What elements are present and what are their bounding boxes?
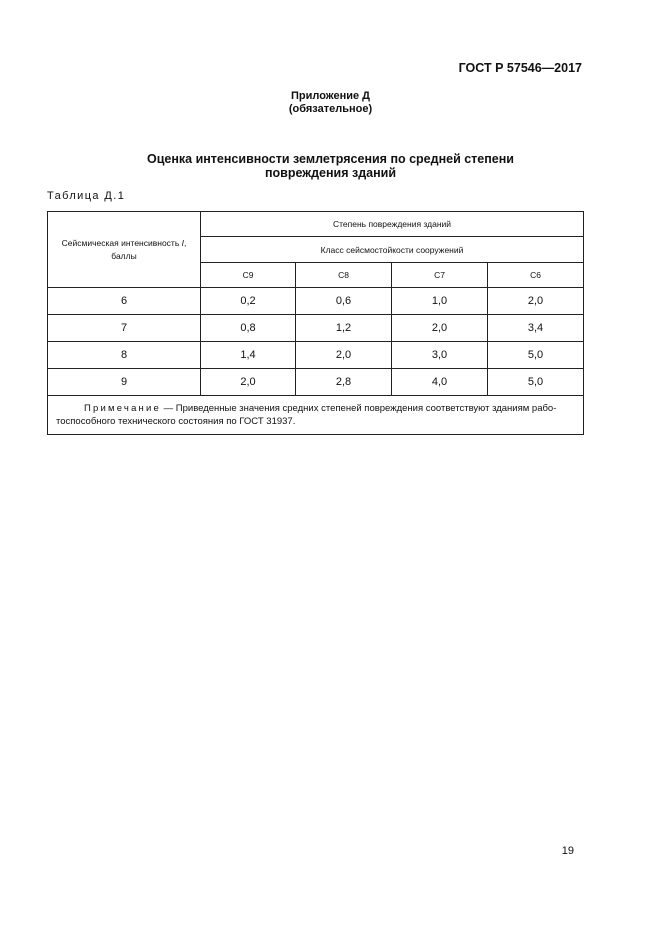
row-header-var: I — [181, 237, 184, 248]
column-header: С9 — [201, 263, 296, 288]
section-title-line1: Оценка интенсивности землетрясения по средней степени — [146, 152, 514, 166]
value-cell: 1,2 — [296, 315, 392, 342]
intensity-cell: 8 — [48, 342, 201, 369]
value-cell: 2,0 — [296, 342, 392, 369]
value-cell: 2,0 — [488, 288, 584, 315]
note-label: Примечание — [84, 403, 161, 414]
row-header-cell — [48, 212, 201, 288]
annex-heading — [0, 90, 661, 116]
intensity-cell: 6 — [48, 288, 201, 315]
row-header-line2: баллы — [111, 250, 137, 261]
value-cell: 3,0 — [392, 342, 488, 369]
note-text-line2: тоспособного технического состояния по ГОСТ 31937. — [56, 416, 296, 427]
page-number: 19 — [561, 845, 574, 857]
value-cell: 3,4 — [488, 315, 584, 342]
section-title — [0, 152, 661, 180]
value-cell: 0,6 — [296, 288, 392, 315]
column-header: С6 — [488, 263, 584, 288]
section-title-line2: повреждения зданий — [264, 166, 397, 180]
annex-title: Приложение Д — [291, 90, 370, 102]
value-cell: 5,0 — [488, 342, 584, 369]
column-header: С7 — [392, 263, 488, 288]
value-cell: 2,0 — [201, 369, 296, 396]
damage-table — [47, 211, 584, 435]
value-cell: 5,0 — [488, 369, 584, 396]
table-caption: Таблица Д.1 — [47, 190, 126, 202]
value-cell: 2,8 — [296, 369, 392, 396]
table-row — [48, 288, 584, 315]
document-code: ГОСТ Р 57546—2017 — [458, 61, 582, 75]
value-cell: 1,0 — [392, 288, 488, 315]
intensity-cell: 9 — [48, 369, 201, 396]
note-text: — Приведенные значения средних степеней повреждения соответствуют зданиям рабо- — [161, 403, 557, 414]
row-header-suffix: , — [184, 237, 187, 248]
annex-type: (обязательное) — [288, 103, 373, 115]
table-note — [48, 396, 584, 435]
group-header: Степень повреждения зданий — [201, 212, 584, 237]
value-cell: 2,0 — [392, 315, 488, 342]
table-row — [48, 369, 584, 396]
value-cell: 0,2 — [201, 288, 296, 315]
value-cell: 4,0 — [392, 369, 488, 396]
value-cell: 1,4 — [201, 342, 296, 369]
intensity-cell: 7 — [48, 315, 201, 342]
value-cell: 0,8 — [201, 315, 296, 342]
column-header: С8 — [296, 263, 392, 288]
row-header-text: Сейсмическая интенсивность — [61, 237, 182, 248]
table-row — [48, 342, 584, 369]
subgroup-header: Класс сейсмостойкости сооружений — [201, 237, 584, 263]
table-row — [48, 315, 584, 342]
